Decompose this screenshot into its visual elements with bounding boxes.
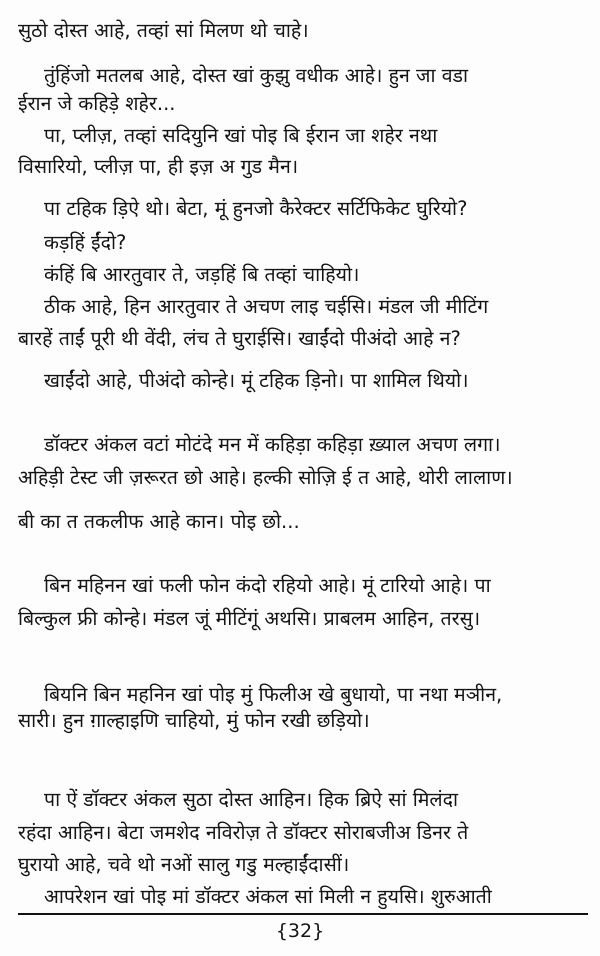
text-line: घुरायो आहे, चवे थो नओं सालु गडु मल्हाईंदासीं।	[18, 853, 350, 876]
text-line: सारी। हुन ग़ाल्हाइणि चाहियो, मुं फोन रखी छड़ियो।	[18, 709, 370, 732]
text-line: कंहिं बि आरतुवार ते, जड़हिं बि तव्हां चाहियो।	[44, 263, 360, 286]
text-line: सुठो दोस्त आहे, तव्हां सां मिलण थो चाहे।	[18, 19, 309, 42]
text-line: डॉक्टर अंकल वटां मोटंदे मन में कहिड़ा कहिड़ा ख़्याल अचण लगा।	[44, 433, 501, 456]
text-line: रहंदा आहिन। बेटा जमशेद नविरोज़ ते डॉक्टर सोराबजीअ डिनर ते	[18, 821, 469, 844]
text-line: बी का त तकलीफ आहे कान। पोइ छो...	[18, 510, 300, 533]
page-number: {32}	[275, 920, 325, 942]
text-line: विसारियो, प्लीज़ पा, ही इज़ अ गुड मैन।	[18, 155, 299, 178]
text-line: पा टहिक ड़िऐ थो। बेटा, मूं हुनजो कैरेक्टर सर्टिफिकेट घुरियो?	[44, 197, 468, 220]
text-line: बारहें ताईं पूरी थी वेंदी, लंच ते घुराईसि। खाईंदो पीअंदो आहे न?	[18, 327, 461, 350]
text-line: ठीक आहे, हिन आरतुवार ते अचण लाइ चईसि। मंडल जी मीटिंग	[44, 295, 489, 318]
text-line: तुंहिंजो मतलब आहे, दोस्त खां कुझु वधीक आहे। हुन जा वडा	[44, 64, 469, 87]
text-line: खाईंदो आहे, पीअंदो कोन्हे। मूं टहिक ड़िनो। पा शामिल थियो।	[44, 369, 469, 392]
text-line: बियनि बिन महनिन खां पोइ मुं फिलीअ खे बुधायो, पा नथा मञीन,	[44, 683, 503, 706]
text-line: अहिड़ी टेस्ट जी ज़रूरत छो आहे। हल्की सोज़ि ई त आहे, थोरी लालाण।	[18, 466, 513, 489]
footer-divider	[18, 913, 588, 915]
text-line: बिल्कुल फ्री कोन्हे। मंडल जूं मीटिंगूं अथसि। प्राबलम आहिन, तरसु।	[18, 607, 481, 630]
text-line: बिन महिनन खां फली फोन कंदो रहियो आहे। मूं टारियो आहे। पा	[44, 574, 491, 597]
text-line: कड़हिं ईंदो?	[44, 231, 127, 254]
text-line: पा, प्लीज़, तव्हां सदियुनि खां पोइ बि ईरान जा शहेर नथा	[44, 124, 438, 147]
text-line: पा ऐं डॉक्टर अंकल सुठा दोस्त आहिन। हिक ब्रिऐ सां मिलंदा	[44, 788, 459, 811]
text-line: ईरान जे कहिड़े शहेर...	[18, 92, 176, 115]
text-line: आपरेशन खां पोइ मां डॉक्टर अंकल सां मिली न हुयसि। शुरुआती	[44, 885, 492, 908]
